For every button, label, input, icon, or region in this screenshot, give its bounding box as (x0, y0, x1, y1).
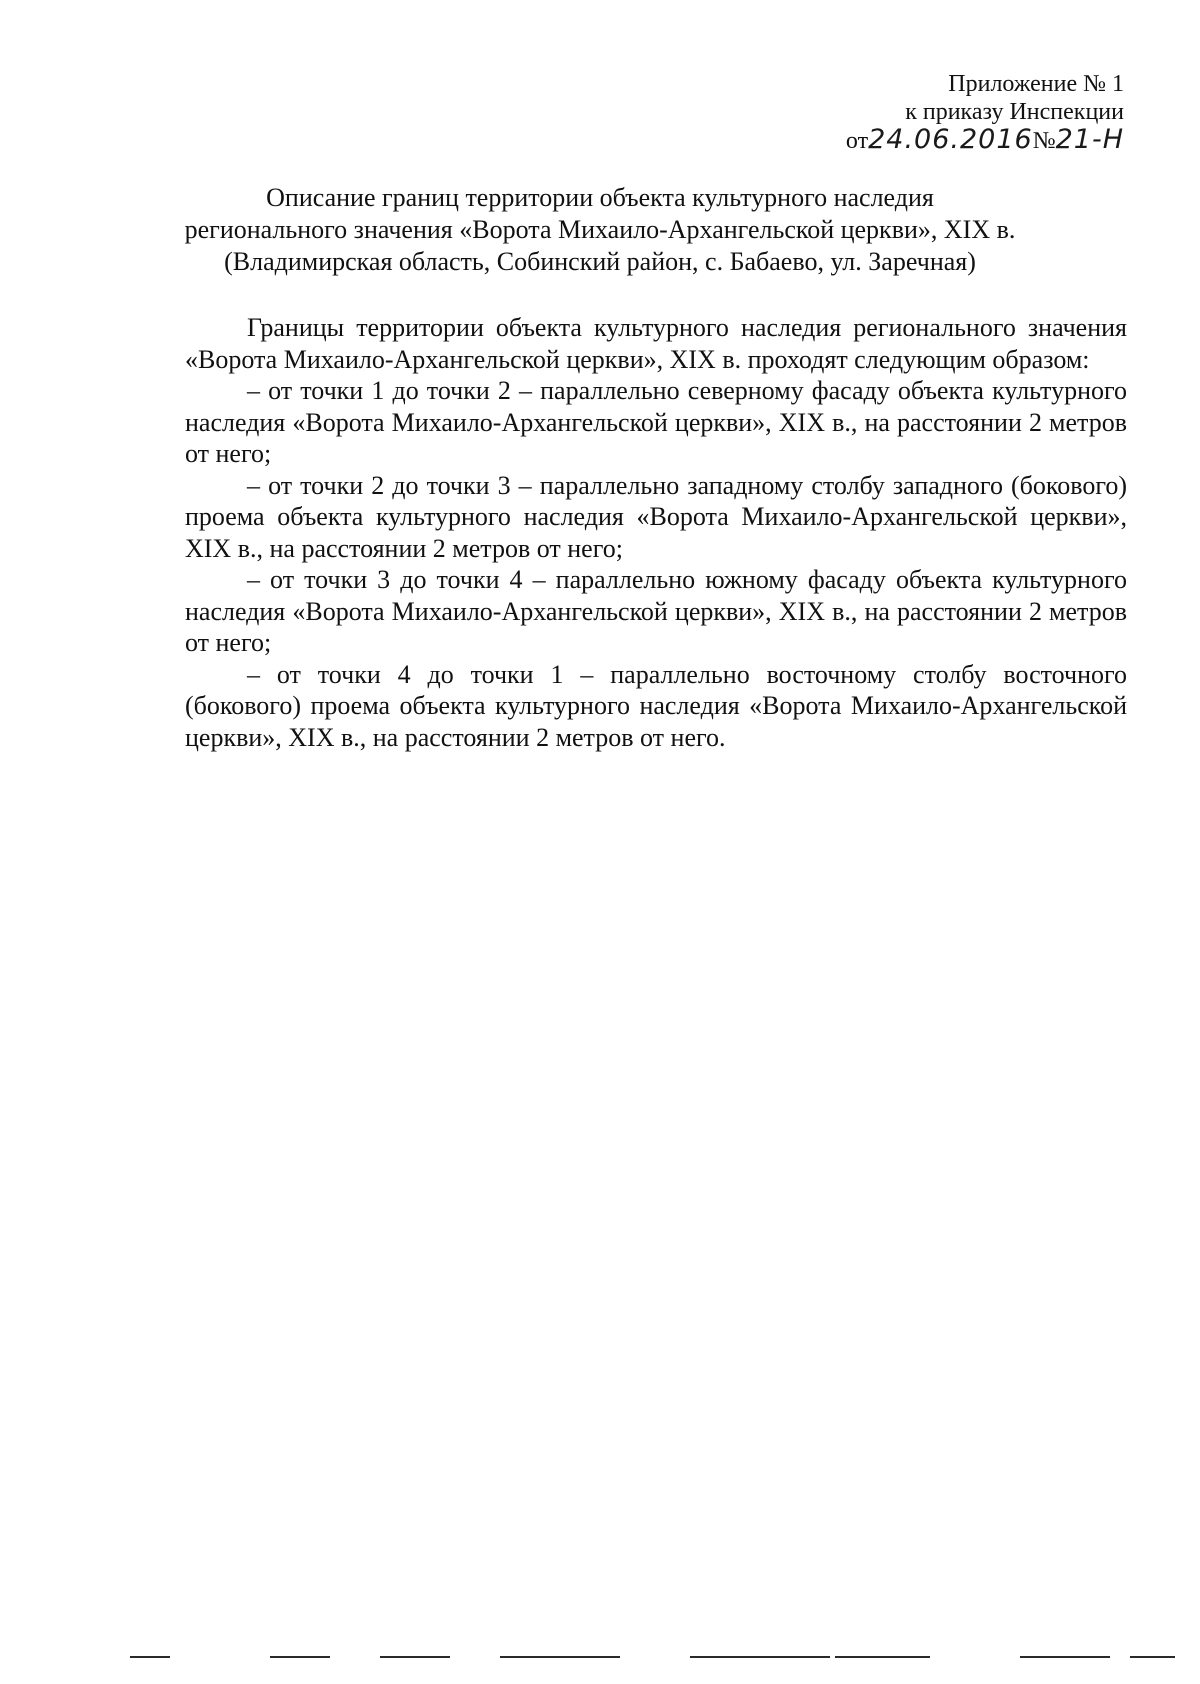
scan-dash (380, 1656, 450, 1658)
scan-dash (835, 1656, 930, 1658)
scan-dash (130, 1656, 170, 1658)
scan-dash (500, 1656, 620, 1658)
appendix-label: Приложение № 1 (948, 71, 1124, 97)
boundary-segment-1: – от точки 1 до точки 2 – параллельно северному фасаду объекта культурного наследия «Ворота Михаило-Архангельской церкви», XIX в., на расстоянии 2 метров от него; (185, 376, 1127, 468)
date-prefix: от (845, 128, 869, 154)
intro-paragraph: Границы территории объекта культурного наследия регионального значения «Ворота Михаило-Архангельской церкви», XIX в. проходят следующим образом: (185, 313, 1127, 374)
document-body (185, 312, 1127, 753)
boundary-segment-4: – от точки 4 до точки 1 – параллельно восточному столбу восточного (бокового) проема объекта культурного наследия «Ворота Михаило-Архангельской церкви», XIX в., на расстоянии 2 метров от него. (185, 659, 1127, 752)
scan-dash (270, 1656, 330, 1658)
scan-dash (1130, 1656, 1175, 1658)
scan-dash (1020, 1656, 1110, 1658)
number-prefix: № (1032, 128, 1056, 154)
title-line-2: регионального значения «Ворота Михаило-Архангельской церкви», XIX в. (184, 215, 1016, 244)
scan-dash (690, 1656, 830, 1658)
title-line-3: (Владимирская область, Собинский район, с. Бабаево, ул. Заречная) (224, 247, 976, 276)
order-date-number (846, 126, 1124, 155)
title-line-1: Описание границ территории объекта культурного наследия (266, 183, 934, 212)
boundary-segment-3: – от точки 3 до точки 4 – параллельно южному фасаду объекта культурного наследия «Ворота Михаило-Архангельской церкви», XIX в., на расстоянии 2 метров от него; (185, 565, 1127, 657)
appendix-header (846, 70, 1124, 155)
handwritten-number: 21-Н (1055, 124, 1124, 155)
order-reference: к приказу Инспекции (905, 99, 1124, 125)
document-title (150, 182, 1050, 278)
boundary-segment-2: – от точки 2 до точки 3 – параллельно западному столбу западного (бокового) проема объекта культурного наследия «Ворота Михаило-Архангельской церкви», XIX в., на расстоянии 2 метров от него; (185, 470, 1127, 563)
scan-edge-artifact (0, 1654, 1200, 1662)
handwritten-date: 24.06.2016 (868, 124, 1033, 155)
